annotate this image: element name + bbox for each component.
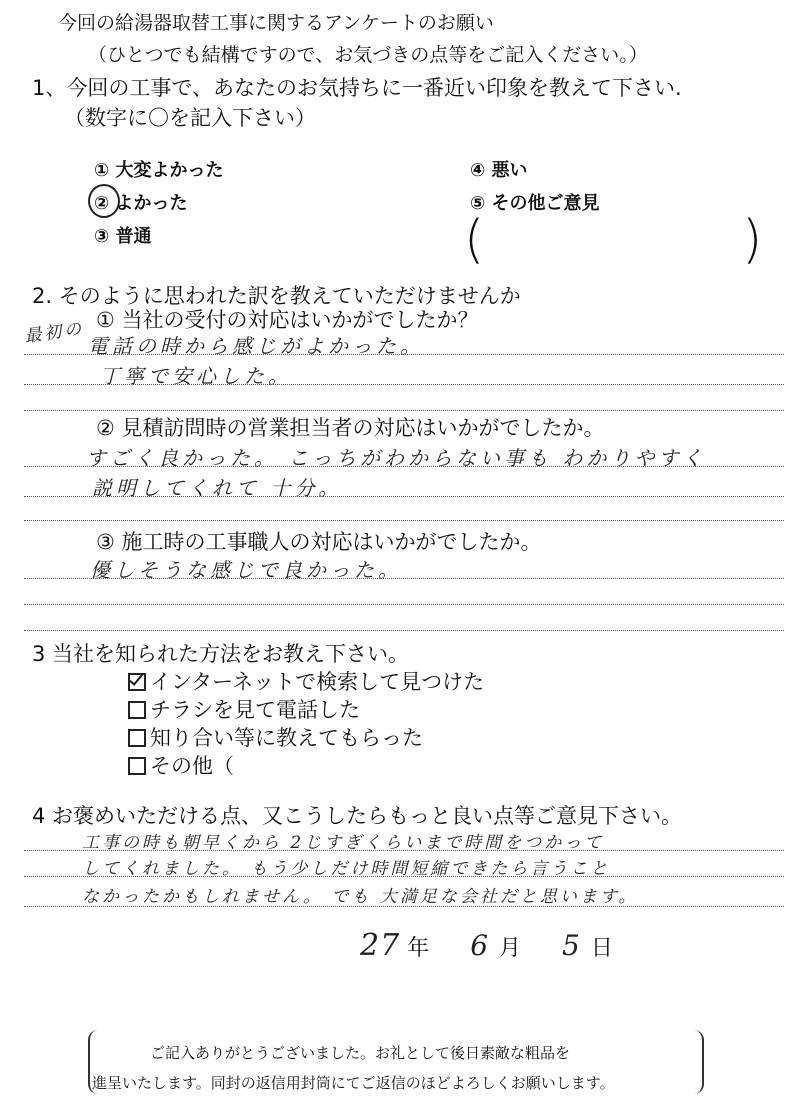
q1-option-3[interactable] — [94, 222, 152, 248]
answer-rule — [24, 384, 784, 385]
q1-option-4-label: 悪い — [491, 160, 528, 181]
q2-sub2-answer-line1: すごく良かった。 こっちがわからない事も わかりやすく — [86, 446, 707, 470]
date-month-unit: 月 — [499, 936, 522, 961]
checkbox-icon[interactable] — [128, 701, 146, 719]
selected-circle-mark — [88, 184, 120, 218]
answer-rule — [24, 876, 784, 877]
q3-heading: 3 当社を知られた方法をお教え下さい。 — [32, 642, 410, 666]
answer-rule — [24, 850, 784, 851]
q3-option-flyer[interactable] — [128, 694, 360, 724]
q3-option-acquaintance[interactable] — [128, 722, 423, 752]
q1-option-3-label: 普通 — [115, 226, 152, 247]
answer-rule — [24, 354, 784, 355]
q2-sub1-question: ① 当社の受付の対応はいかがでしたか？ — [96, 308, 479, 332]
q1-heading: 1、今回の工事で、あなたのお気持ちに一番近い印象を教えて下さい. — [32, 76, 682, 100]
q2-sub2-question: ② 見積訪問時の営業担当者の対応はいかがでしたか。 — [96, 416, 605, 440]
q3-option-other-label: その他（ — [150, 754, 234, 778]
other-open-paren: ( — [464, 210, 485, 270]
date-month-value: 6 — [470, 929, 493, 962]
answer-rule — [24, 520, 784, 521]
q1-option-5[interactable] — [470, 189, 600, 215]
q2-sub1-answer-prefix: 最初の — [23, 318, 86, 348]
q1-option-1-number: ① — [94, 160, 110, 181]
answer-rule — [24, 466, 784, 467]
checkbox-icon[interactable] — [128, 729, 146, 747]
q3-option-acquaintance-label: 知り合い等に教えてもらった — [150, 726, 423, 750]
q2-heading: 2. そのように思われた訳を教えていただけませんか — [32, 284, 521, 308]
q1-option-2-number: ② — [94, 193, 110, 214]
q3-option-internet-label: インターネットで検索して見つけた — [150, 670, 485, 694]
answer-rule — [24, 630, 784, 631]
q1-option-1[interactable] — [94, 156, 224, 182]
q3-option-flyer-label: チラシを見て電話した — [150, 698, 360, 722]
q1-option-1-label: 大変よかった — [115, 160, 224, 181]
q2-sub1-answer-line2: 丁寧で安心した。 — [100, 364, 292, 388]
footer-line2: 進呈いたします。同封の返信用封筒にてご返信のほどよろしくお願いします。 — [92, 1074, 615, 1092]
q1-instruction: （数字に〇を記入下さい） — [64, 106, 316, 130]
q3-option-other[interactable] — [128, 750, 234, 780]
q2-sub1-answer-line1: 電話の時から感じがよかった。 — [88, 334, 424, 358]
q2-sub3-question: ③ 施工時の工事職人の対応はいかがでしたか。 — [96, 530, 542, 554]
footer-line1: ご記入ありがとうございました。お礼として後日素敵な粗品を — [150, 1044, 571, 1062]
q2-sub2-answer-line2: 説明してくれて 十分。 — [92, 476, 343, 500]
q1-option-2-label: よかった — [115, 193, 188, 214]
q4-heading: 4 お褒めいただける点、又こうしたらもっと良い点等ご意見下さい。 — [32, 804, 683, 828]
checkbox-checked-icon[interactable] — [128, 673, 146, 691]
date-year-value: 27 — [360, 928, 401, 963]
answer-rule — [24, 604, 784, 605]
answer-rule — [24, 496, 784, 497]
answer-rule — [24, 410, 784, 411]
answer-rule — [24, 906, 784, 907]
checkbox-icon[interactable] — [128, 757, 146, 775]
q3-option-internet[interactable] — [128, 666, 484, 696]
q4-answer-line1: 工事の時も朝早くから 2じすぎくらいまで時間をつかって — [82, 833, 605, 853]
q1-option-5-number: ⑤ — [470, 193, 486, 214]
date-day-value: 5 — [562, 929, 584, 962]
survey-subtitle: （ひとつでも結構ですので、お気づきの点等をご記入ください。） — [88, 44, 648, 66]
answer-rule — [24, 578, 784, 579]
q1-option-5-label: その他ご意見 — [491, 193, 600, 214]
q2-sub3-answer-line1: 優しそうな感じで良かった。 — [90, 558, 402, 582]
date-year-unit: 年 — [407, 936, 430, 961]
response-date — [360, 928, 613, 963]
q1-option-4[interactable] — [470, 156, 528, 182]
q4-answer-line3: なかったかもしれません。 でも 大満足な会社だと思います。 — [82, 887, 639, 907]
q4-answer-line2: してくれました。 もう少しだけ時間短縮できたら言うこと — [82, 859, 611, 879]
q1-option-4-number: ④ — [470, 160, 486, 181]
other-close-paren: ) — [742, 210, 763, 270]
q1-option-3-number: ③ — [94, 226, 110, 247]
survey-title: 今回の給湯器取替工事に関するアンケートのお願い — [58, 12, 494, 34]
date-day-unit: 日 — [590, 936, 613, 961]
